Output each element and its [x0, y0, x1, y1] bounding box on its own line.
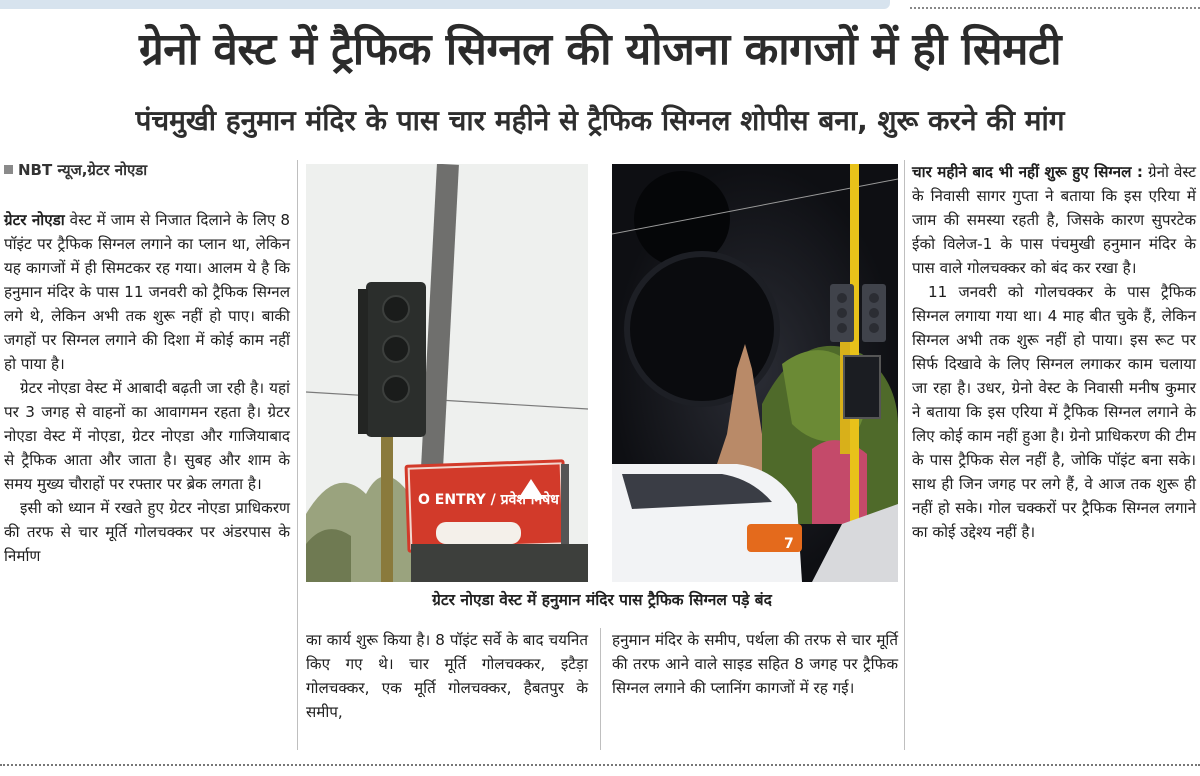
- byline-text: NBT न्यूज,ग्रेटर नोएडा: [18, 161, 148, 179]
- headline: ग्रेनो वेस्ट में ट्रैफिक सिग्नल की योजना कागजों में ही सिमटी: [138, 24, 1062, 75]
- column1-paragraph-1-text: वेस्ट में जाम से निजात दिलाने के लिए 8 पॉइंट पर ट्रैफिक सिग्नल लगाने का प्लान था, लेकिन यह कागजों में ही सिमटकर रह गया। आलम ये है कि हनुमान मंदिर के पास 11 जनवरी को ट्रैफिक सिग्नल लगे थे, लेकिन अभी तक शुरू नहीं हो पाए। बाकी जगहों पर सिग्नल लगाने की दिशा में कोई काम नहीं हो पाया है।: [4, 211, 290, 373]
- column-divider: [600, 628, 601, 750]
- column1-paragraph-3: इसी को ध्यान में रखते हुए ग्रेटर नोएडा प्राधिकरण की तरफ से चार मूर्ति गोलचक्कर पर अंडरपास के निर्माण: [4, 499, 290, 565]
- photo-traffic-signal-night: [612, 164, 898, 582]
- column4-paragraph-1-text: ग्रेनो वेस्ट के निवासी सागर गुप्ता ने बताया कि इस एरिया में जाम की समस्या रहती है, जिसके कारण सुपरटेक ईको विलेज-1 के पास पंचमुखी हनुमान मंदिर के पास वाले गोलचक्कर को बंद कर रखा है।: [912, 163, 1196, 277]
- column1-lead: ग्रेटर नोएडा: [4, 211, 65, 229]
- top-decorative-strip: [0, 0, 890, 9]
- column-divider: [297, 160, 298, 750]
- column3-paragraph: हनुमान मंदिर के समीप, पर्थला की तरफ से चार मूर्ति की तरफ आने वाले साइड सहित 8 जगह पर ट्रैफिक सिग्नल लगाने की प्लानिंग कागजों में रह गई।: [612, 631, 898, 697]
- photo-traffic-signal-day: [306, 164, 588, 582]
- column-divider: [904, 160, 905, 750]
- top-dotted-rule: [910, 0, 1200, 9]
- byline: [4, 160, 147, 180]
- photo-area: [306, 160, 898, 584]
- traffic-signal-day-illustration: [306, 164, 588, 582]
- subheadline: पंचमुखी हनुमान मंदिर के पास चार महीने से ट्रैफिक सिग्नल शोपीस बना, शुरू करने की मांग: [135, 104, 1065, 137]
- column4-paragraph-2: 11 जनवरी को गोलचक्कर के पास ट्रैफिक सिग्नल लगाया गया था। 4 माह बीत चुके हैं, लेकिन सिग्नल अभी तक शुरू नहीं हो पाया। इस रूट पर सिर्फ दिखावे के लिए सिग्नल लगाकर काम चलाया जा रहा है। उधर, ग्रेनो वेस्ट के निवासी मनीष कुमार ने बताया कि इस एरिया में ट्रैफिक सिग्नल लगाने के लिए कोई काम नहीं हुआ है। ग्रेनो प्राधिकरण की टीम के पास ट्रैफिक सेल नहीं है, जोकि पॉइंट बना सके। साथ ही जिन जगह पर लगे हैं, वे आज तक शुरू ही नहीं हो सके। गोल चक्करों पर ट्रैफिक सिग्नल लगाने का कोई उद्देश्य नहीं है।: [912, 283, 1196, 541]
- byline-square-icon: [4, 165, 13, 174]
- no-entry-sign-text: O ENTRY / प्रवेश निषेध: [418, 492, 559, 508]
- column4-paragraph-1: [912, 160, 1196, 280]
- column2-paragraph: का कार्य शुरू किया है। 8 पॉइंट सर्वे के बाद चयनित किए गए थे। चार मूर्ति गोलचक्कर, इटैड़ा गोलचक्कर, एक मूर्ति गोलचक्कर, हैबतपुर के समीप,: [306, 631, 588, 721]
- photo-caption: ग्रेटर नोएडा वेस्ट में हनुमान मंदिर पास ट्रैफिक सिग्नल पड़े बंद: [432, 591, 772, 609]
- article-column-3: [612, 628, 898, 700]
- article-column-4: [912, 160, 1196, 544]
- car-number-badge: 7: [784, 536, 794, 552]
- article-column-1: [4, 208, 290, 568]
- column1-paragraph-1: [4, 208, 290, 376]
- column4-subheading: चार महीने बाद भी नहीं शुरू हुए सिग्नल :: [912, 163, 1143, 181]
- column1-paragraph-2: ग्रेटर नोएडा वेस्ट में आबादी बढ़ती जा रही है। यहां पर 3 जगह से वाहनों का आवागमन रहता है। ग्रेटर नोएडा वेस्ट में नोएडा, ग्रेटर नोएडा और गाजियाबाद से ट्रैफिक आता और जाता है। सुबह और शाम के समय मुख्य चौराहों पर रफ्तार पर ब्रेक लगता है।: [4, 379, 290, 493]
- bottom-dotted-rule: [0, 764, 1200, 766]
- article-column-2: [306, 628, 588, 724]
- traffic-signal-night-illustration: [612, 164, 898, 582]
